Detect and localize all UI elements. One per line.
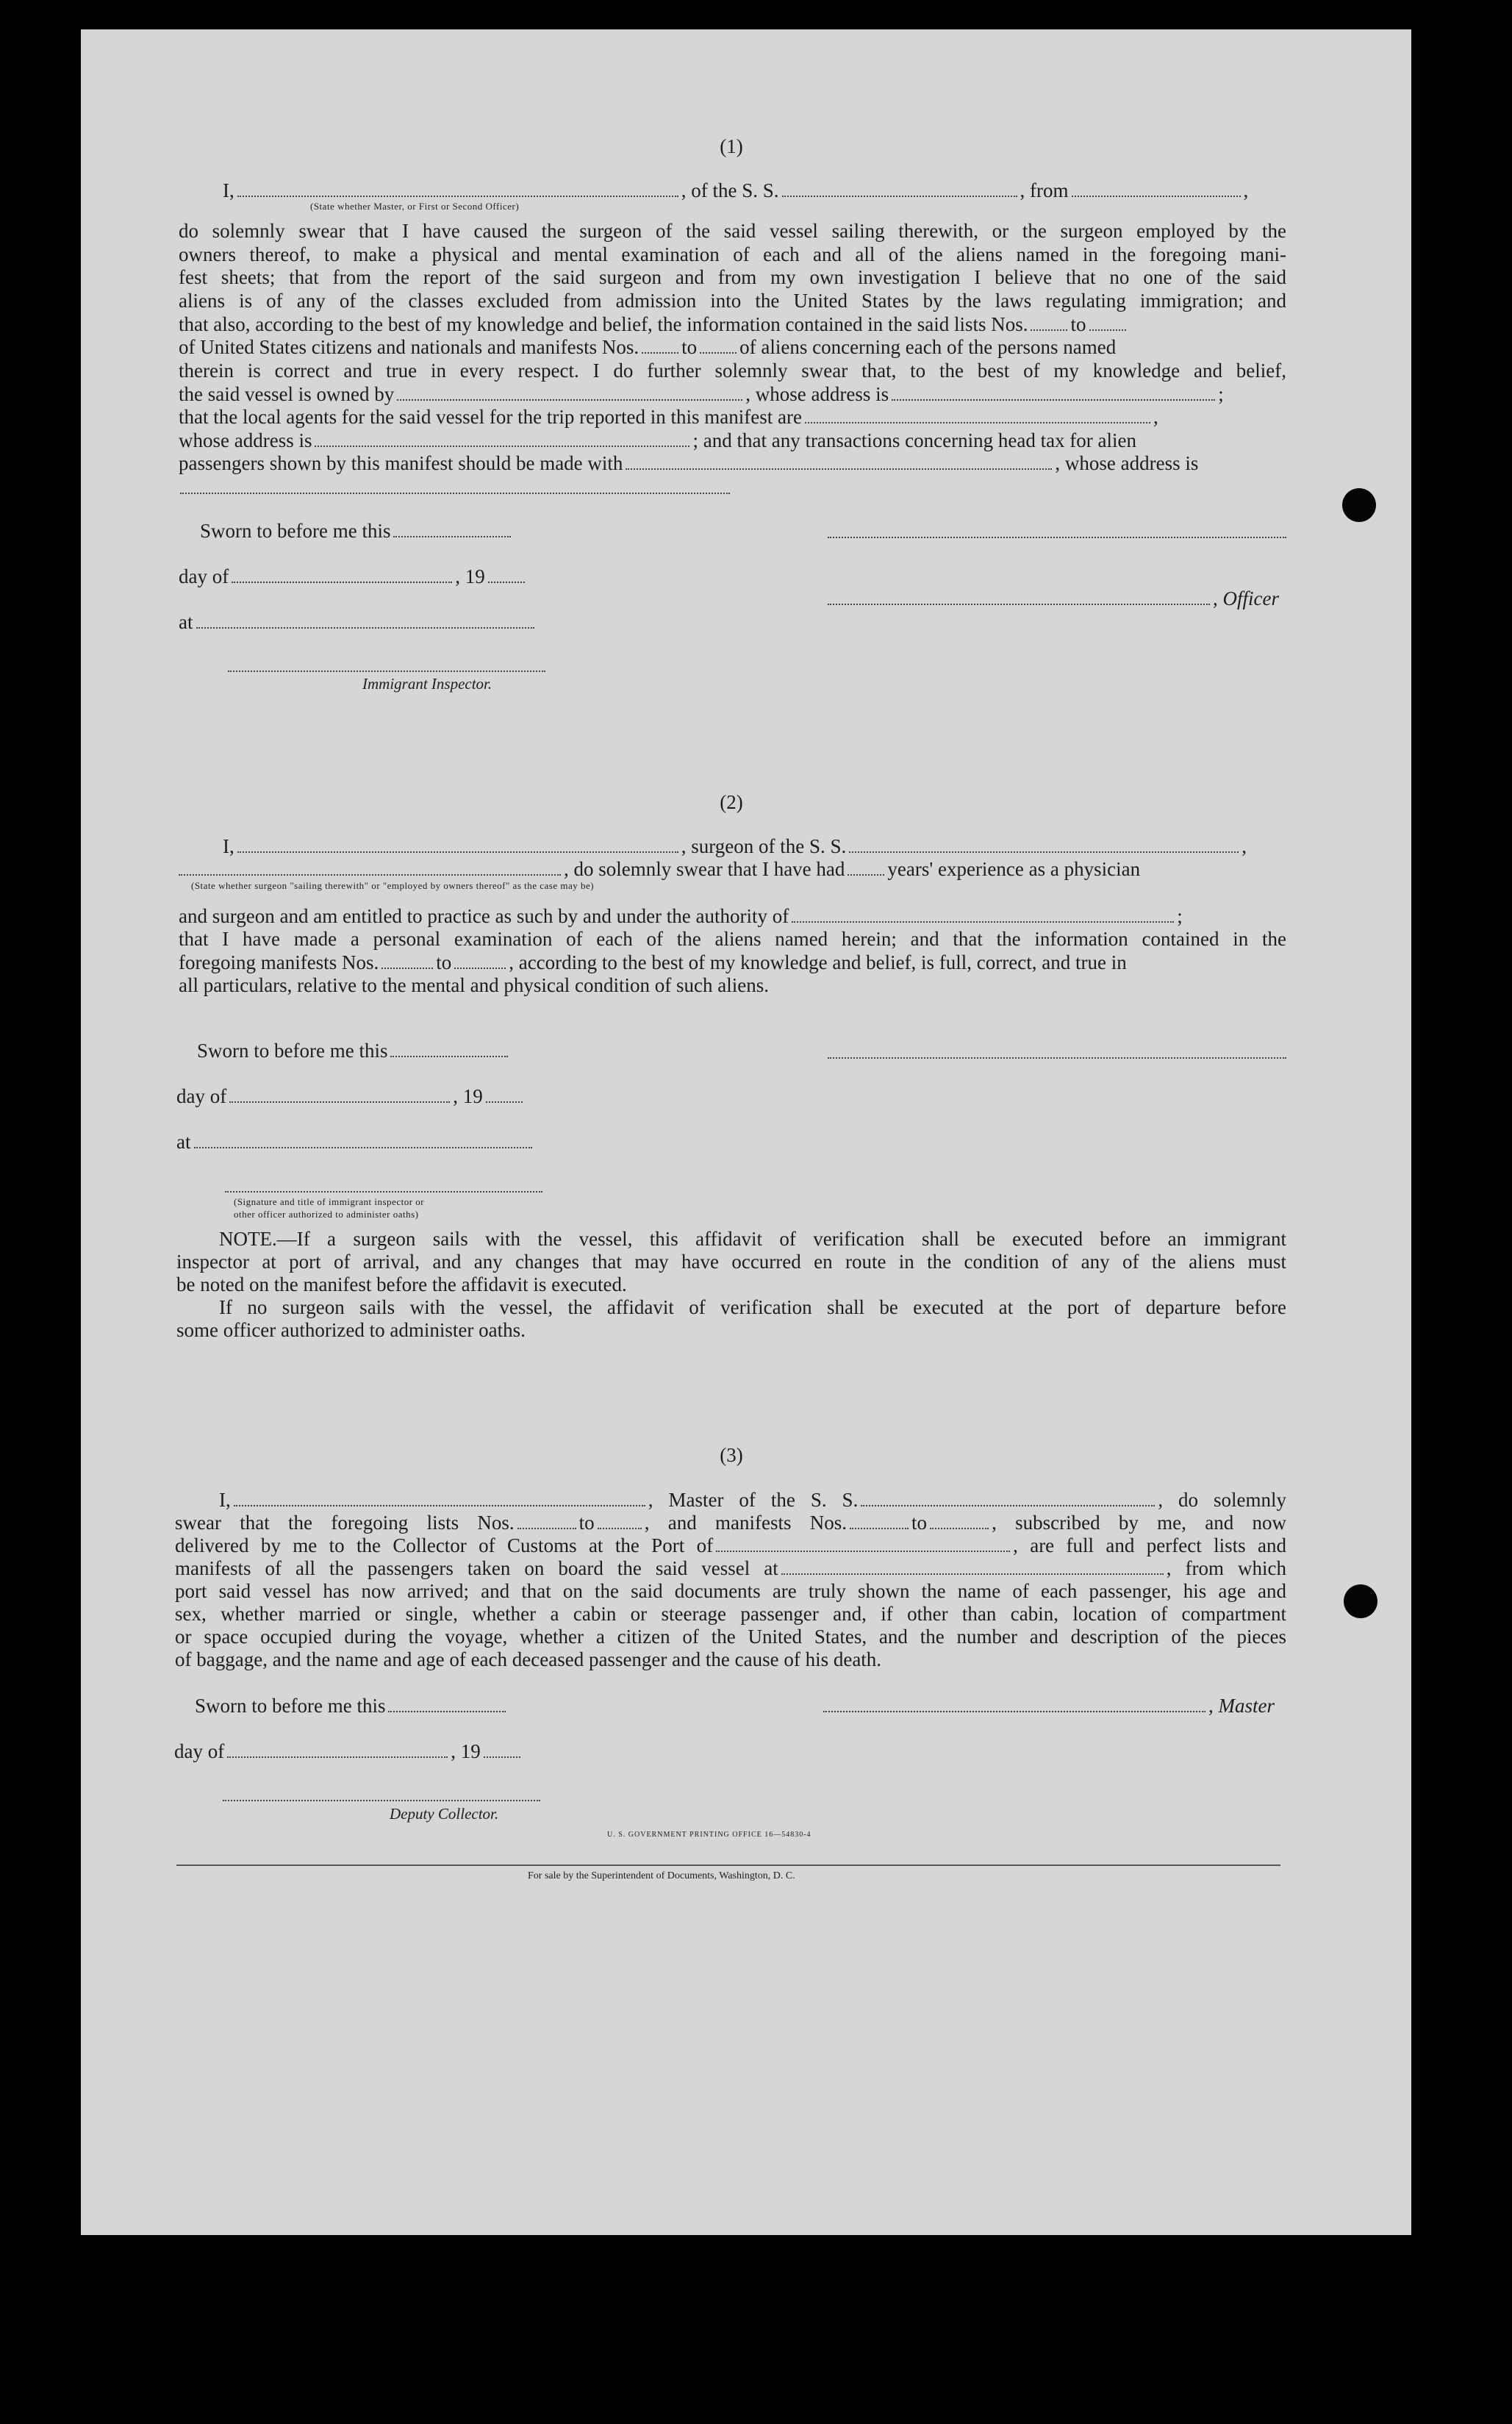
note-paragraph: inspector at port of arrival, and any changes that may have occurred en route in the condition of any of the aliens must	[176, 1251, 1286, 1273]
day-line: day of , 19	[176, 1085, 526, 1108]
field-note: (State whether surgeon "sailing therewith" or "employed by owners thereof" as the case may be)	[191, 880, 595, 891]
lists-line: swear that the foregoing lists Nos. to , and manifests Nos. to , subscribed by me, and now	[175, 1512, 1286, 1534]
surgeon-oath-line: I, , surgeon of the S. S. ,	[223, 835, 1247, 857]
agents-line: that the local agents for the said vessel for the trip reported in this manifest are ,	[179, 406, 1158, 428]
sale-notice: For sale by the Superintendent of Documents, Washington, D. C.	[528, 1870, 795, 1881]
paragraph-line: aliens is of any of the classes excluded from admission into the United States by the laws regulating immigration; and	[179, 290, 1286, 312]
paragraph-line: sex, whether married or single, whether a cabin or steerage passenger and, if other than cabin, location of compartment	[175, 1603, 1286, 1625]
paragraph-line: do solemnly swear that I have caused the surgeon of the said vessel sailing therewith, or the surgeon employed by the	[179, 220, 1286, 242]
inspector-rule	[228, 671, 545, 672]
signature-note: (Signature and title of immigrant inspector or	[234, 1196, 425, 1207]
master-signature-line: , Master	[823, 1695, 1275, 1717]
paragraph-line: that I have made a personal examination of each of the aliens named herein; and that the information contained in the	[179, 928, 1286, 950]
paragraph-line: all particulars, relative to the mental and physical condition of such aliens.	[179, 974, 769, 996]
address-rule	[180, 493, 730, 494]
note-paragraph: NOTE.—If a surgeon sails with the vessel, this affidavit of verification shall be executed before an immigrant	[219, 1228, 1286, 1250]
note-paragraph: some officer authorized to administer oaths.	[176, 1319, 526, 1341]
taken-on-line: manifests of all the passengers taken on board the said vessel at , from which	[175, 1557, 1286, 1579]
at-line: at	[176, 1131, 535, 1154]
printer-imprint: U. S. GOVERNMENT PRINTING OFFICE 16—54830-4	[607, 1831, 811, 1839]
paragraph-line: or space occupied during the voyage, whether a citizen of the United States, and the number and description of the pieces	[175, 1626, 1286, 1648]
collector-rule	[223, 1800, 540, 1801]
sworn-line: Sworn to before me this	[195, 1695, 509, 1717]
at-line: at	[179, 611, 537, 634]
inspector-label: Immigrant Inspector.	[362, 675, 492, 693]
owner-line: the said vessel is owned by , whose address is ;	[179, 383, 1224, 405]
paragraph-line: of United States citizens and nationals and manifests Nos. to of aliens concerning each of the persons named	[179, 336, 1117, 358]
authority-line: and surgeon and am entitled to practice as such by and under the authority of ;	[179, 905, 1183, 927]
passengers-line: passengers shown by this manifest should be made with , whose address is	[179, 452, 1199, 474]
section-number: (3)	[720, 1444, 743, 1466]
signature-rule	[828, 537, 1286, 538]
paragraph-line: therein is correct and true in every respect. I do further solemnly swear that, to the best of my knowledge and belief,	[179, 360, 1286, 382]
paragraph-line: foregoing manifests Nos. to , according to the best of my knowledge and belief, is full, correct, and true in	[179, 951, 1127, 973]
day-line: day of , 19	[179, 565, 528, 588]
footer-rule	[176, 1865, 1280, 1866]
port-line: delivered by me to the Collector of Customs at the Port of , are full and perfect lists and	[175, 1534, 1286, 1556]
master-oath-line: I, , of the S. S. , from ,	[223, 179, 1249, 201]
experience-line: , do solemnly swear that I have had years' experience as a physician	[179, 858, 1140, 881]
field-note: (State whether Master, or First or Second Officer)	[310, 201, 520, 212]
paragraph-line: port said vessel has now arrived; and that on the said documents are truly shown the name of each passenger, his age and	[175, 1580, 1286, 1602]
note-paragraph: be noted on the manifest before the affidavit is executed.	[176, 1273, 627, 1295]
sworn-line: Sworn to before me this	[197, 1040, 511, 1062]
master-oath-line: I, , Master of the S. S. , do solemnly	[219, 1489, 1287, 1511]
signature-note: other officer authorized to administer oaths)	[234, 1209, 419, 1220]
paragraph-line: owners thereof, to make a physical and mental examination of each and all of the aliens named in the foregoing mani-	[179, 243, 1286, 265]
collector-label: Deputy Collector.	[390, 1805, 499, 1823]
section-number: (1)	[720, 135, 743, 157]
signature-rule	[225, 1191, 542, 1193]
address-line: whose address is ; and that any transactions concerning head tax for alien	[179, 429, 1137, 451]
sworn-line: Sworn to before me this	[200, 520, 514, 543]
note-paragraph: If no surgeon sails with the vessel, the affidavit of verification shall be executed at the port of departure before	[219, 1296, 1286, 1318]
paragraph-line: fest sheets; that from the report of the said surgeon and from my own investigation I believe that no one of the said	[179, 266, 1286, 288]
signature-rule	[828, 1057, 1286, 1059]
paragraph-line: of baggage, and the name and age of each deceased passenger and the cause of his death.	[175, 1648, 882, 1670]
section-number: (2)	[720, 791, 743, 813]
paragraph-line: that also, according to the best of my knowledge and belief, the information contained in the said lists Nos. to	[179, 313, 1129, 336]
day-line: day of , 19	[174, 1740, 523, 1763]
officer-line: , Officer	[828, 587, 1279, 610]
